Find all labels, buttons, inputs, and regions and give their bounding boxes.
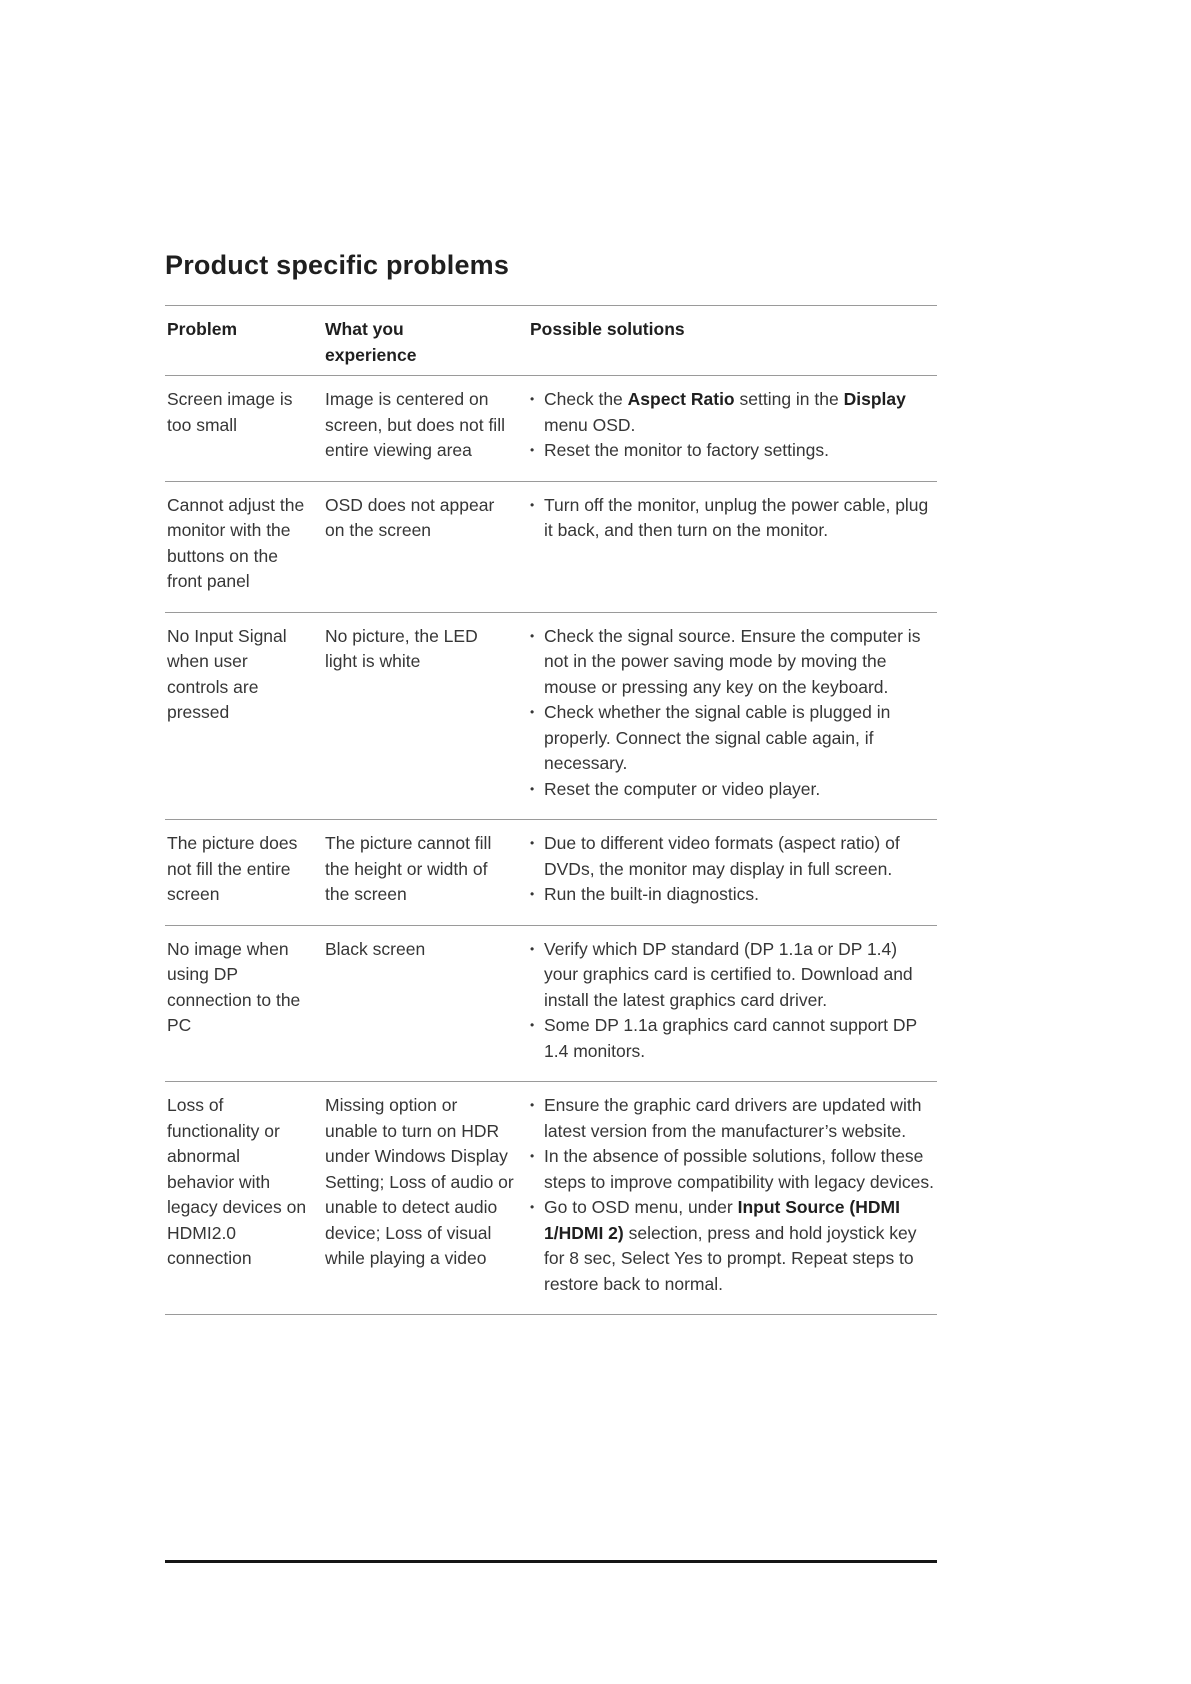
- cell-problem: Screen image is too small: [167, 389, 293, 435]
- bullet-icon: •: [530, 781, 535, 796]
- bullet-icon: •: [530, 443, 535, 457]
- solution-text: Go to OSD menu, under Input Source (HDMI 1/HDMI 2) selection, press and hold joystick key for 8 sec, Select Yes to prompt. Repeat steps to restore back to normal.: [544, 1197, 917, 1294]
- cell-experience: Image is centered on screen, but does not fill entire viewing area: [325, 389, 505, 460]
- solution-text: Run the built-in diagnostics.: [544, 884, 759, 904]
- cell-solutions: [530, 482, 937, 612]
- bullet-icon: •: [530, 1018, 535, 1032]
- solution-text: Check the signal source. Ensure the computer is not in the power saving mode by moving the mouse or pressing any key on the keyboard.: [544, 625, 921, 697]
- cell-problem: No image when using DP connection to the PC: [167, 938, 301, 1035]
- solution-bullet-item: [530, 937, 935, 1014]
- table-body: [165, 376, 937, 1315]
- bullet-icon: •: [530, 887, 535, 901]
- solution-bullet-item: [530, 1195, 935, 1297]
- cell-problem: The picture does not fill the entire screen: [167, 833, 298, 904]
- table-row: [165, 926, 937, 1083]
- cell-experience: OSD does not appear on the screen: [325, 494, 495, 540]
- table-header-row: [165, 306, 937, 376]
- footer-rule: [165, 1560, 937, 1563]
- cell-experience: Black screen: [325, 938, 426, 959]
- solution-bullet-item: [530, 493, 935, 544]
- solution-bullet-item: [530, 1013, 935, 1064]
- bullet-icon: •: [530, 836, 535, 850]
- solution-bullet-item: [530, 882, 935, 908]
- bullet-icon: •: [530, 392, 535, 406]
- solution-bullet-item: [530, 387, 935, 438]
- solution-bullet-item: [530, 438, 935, 464]
- solution-bullet-item: [530, 1093, 935, 1144]
- solution-text: Ensure the graphic card drivers are updated with latest version from the manufacturer’s website.: [544, 1095, 922, 1141]
- cell-solutions: [530, 613, 937, 820]
- solution-text: Reset the monitor to factory settings.: [544, 440, 829, 460]
- cell-experience: No picture, the LED light is white: [325, 625, 478, 671]
- cell-solutions: [530, 376, 937, 481]
- cell-problem: Cannot adjust the monitor with the buttons on the front panel: [167, 494, 305, 591]
- solution-text: Check whether the signal cable is plugged in properly. Connect the signal cable again, if necessary.: [544, 702, 891, 773]
- solution-bullet-item: [530, 831, 935, 882]
- bullet-icon: •: [530, 497, 535, 512]
- table-row: [165, 1082, 937, 1315]
- cell-solutions: [530, 820, 937, 925]
- table-row: [165, 613, 937, 821]
- cell-problem: No Input Signal when user controls are pressed: [167, 625, 287, 722]
- solution-text: Turn off the monitor, unplug the power cable, plug it back, and then turn on the monitor.: [544, 494, 929, 540]
- bullet-icon: •: [530, 1200, 535, 1214]
- solution-text: Due to different video formats (aspect ratio) of DVDs, the monitor may display in full screen.: [544, 833, 900, 879]
- solution-text: Check the Aspect Ratio setting in the Display menu OSD.: [544, 389, 906, 435]
- solution-text: Reset the computer or video player.: [544, 778, 821, 799]
- bullet-icon: •: [530, 1149, 535, 1163]
- cell-experience: The picture cannot fill the height or width of the screen: [325, 833, 492, 904]
- bullet-icon: •: [530, 1098, 535, 1112]
- table-row: [165, 820, 937, 926]
- solution-text: In the absence of possible solutions, follow these steps to improve compatibility with legacy devices.: [544, 1146, 935, 1192]
- bullet-icon: •: [530, 705, 535, 719]
- manual-page-content: [165, 250, 937, 1315]
- page-title: Product specific problems: [165, 250, 510, 280]
- bullet-icon: •: [530, 941, 535, 956]
- header-experience: What you experience: [325, 319, 417, 365]
- header-problem: Problem: [167, 319, 238, 339]
- solution-bullet-item: [530, 1144, 935, 1195]
- cell-solutions: [530, 1082, 937, 1314]
- cell-solutions: [530, 926, 937, 1082]
- bullet-icon: •: [530, 628, 535, 643]
- header-solutions: Possible solutions: [530, 319, 685, 339]
- solution-bullet-item: [530, 624, 935, 701]
- solution-text: Some DP 1.1a graphics card cannot support DP 1.4 monitors.: [544, 1015, 917, 1061]
- problems-table: [165, 305, 937, 1315]
- solution-text: Verify which DP standard (DP 1.1a or DP 1.4) your graphics card is certified to. Download and install the latest graphics card driver.: [544, 938, 913, 1010]
- table-row: [165, 482, 937, 613]
- solution-bullet-item: [530, 777, 935, 803]
- table-row: [165, 376, 937, 482]
- cell-problem: Loss of functionality or abnormal behavior with legacy devices on HDMI2.0 connection: [167, 1095, 307, 1268]
- cell-experience: Missing option or unable to turn on HDR under Windows Display Setting; Loss of audio or unable to detect audio device; Loss of visual while playing a video: [325, 1095, 514, 1268]
- solution-bullet-item: [530, 700, 935, 777]
